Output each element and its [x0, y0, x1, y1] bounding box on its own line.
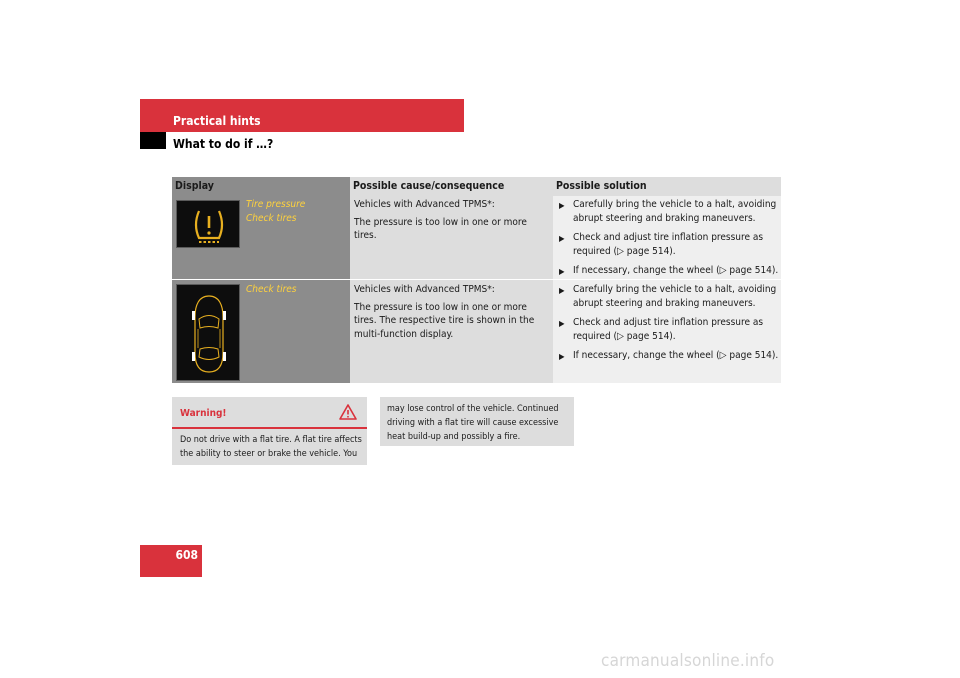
warning-divider — [172, 427, 367, 429]
solutions-row-1 — [559, 198, 781, 284]
bullet-arrow-icon: ▶ — [559, 267, 565, 276]
warning-continuation-text: may lose control of the vehicle. Continued driving with a flat tire will cause excessive heat build-up and possibly a fire. — [387, 404, 559, 442]
list-item: ▶ Check and adjust tire inflation pressure as required (▷ page 514). — [559, 232, 764, 257]
column-header-solution: Possible solution — [553, 177, 781, 196]
bullet-arrow-icon: ▶ — [559, 352, 565, 361]
warning-continuation-box — [380, 397, 574, 446]
page-title: Practical hints — [173, 114, 261, 128]
cause-title: Vehicles with Advanced TPMS*: — [354, 199, 495, 210]
cause-text: The pressure is too low in one or more tires. The respective tire is shown in the multi-function display. — [354, 301, 535, 340]
car-top-view-tires-icon — [176, 284, 240, 381]
list-item: ▶ Carefully bring the vehicle to a halt, avoiding abrupt steering and braking maneuvers. — [559, 199, 777, 224]
cause-row-2 — [354, 283, 552, 341]
display-message-row-1 — [246, 198, 305, 226]
warning-box — [172, 397, 367, 465]
page-number-box — [140, 545, 202, 577]
warning-text: Do not drive with a flat tire. A flat tire affects the ability to steer or brake the vehicle. You — [180, 435, 362, 459]
bullet-arrow-icon: ▶ — [559, 319, 565, 328]
cause-row-1 — [354, 198, 552, 243]
column-header-cause: Possible cause/consequence — [350, 177, 553, 196]
bullet-arrow-icon: ▶ — [559, 286, 565, 295]
warning-title: Warning! — [180, 408, 227, 419]
page-subtitle: What to do if …? — [173, 137, 274, 151]
display-message-row-2 — [246, 283, 296, 297]
list-item: ▶ If necessary, change the wheel (▷ page 514). — [559, 349, 781, 363]
list-item: ▶ Check and adjust tire inflation pressure as required (▷ page 514). — [559, 317, 764, 342]
bullet-arrow-icon: ▶ — [559, 234, 565, 243]
solutions-row-2 — [559, 283, 781, 369]
troubleshooting-table — [172, 177, 781, 383]
cause-text: The pressure is too low in one or more tires. — [354, 216, 527, 241]
watermark: carmanualsonline.info — [601, 651, 775, 671]
list-item: ▶ If necessary, change the wheel (▷ page 514). — [559, 264, 781, 278]
cause-title: Vehicles with Advanced TPMS*: — [354, 284, 495, 295]
subtitle-marker — [140, 132, 166, 149]
page-number: 608 — [175, 548, 198, 562]
list-item: ▶ Carefully bring the vehicle to a halt, avoiding abrupt steering and braking maneuvers. — [559, 284, 777, 309]
warning-triangle-icon — [339, 404, 357, 424]
bullet-arrow-icon: ▶ — [559, 201, 565, 210]
tire-pressure-warning-icon — [176, 200, 240, 248]
display-line: Tire pressure — [246, 199, 306, 210]
display-line: Check tires — [246, 213, 297, 224]
display-line: Check tires — [246, 284, 297, 295]
column-header-display: Display — [172, 177, 350, 196]
